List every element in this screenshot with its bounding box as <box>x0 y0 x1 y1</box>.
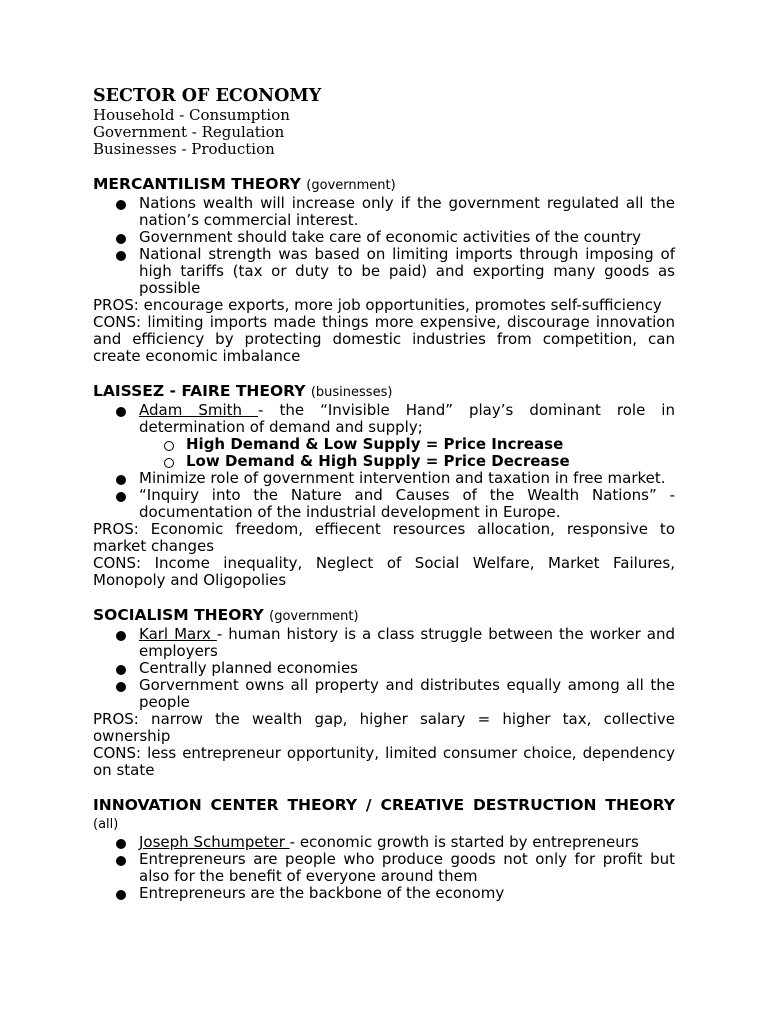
bullet-icon <box>116 492 126 502</box>
bullet-text: “Inquiry into the Nature and Causes of the Wealth Nations” - documentation of the industrial development in Europe. <box>139 486 675 521</box>
heading-text: LAISSEZ - FAIRE THEORY <box>93 382 306 400</box>
bullet-icon <box>116 890 126 900</box>
bullet-icon <box>116 251 126 261</box>
circle-bullet-icon <box>164 441 174 451</box>
bullet-icon <box>116 200 126 210</box>
bullet-icon <box>116 234 126 244</box>
section-mercantilism <box>93 175 675 365</box>
section-heading <box>93 175 675 195</box>
bullet-text: Entrepreneurs are the backbone of the economy <box>139 884 505 902</box>
pros-text: PROS: encourage exports, more job opportunities, promotes self-sufficiency <box>93 296 662 314</box>
sector-line: Household - Consumption <box>93 106 290 124</box>
list-item <box>93 470 675 487</box>
sector-line: Businesses - Production <box>93 140 275 158</box>
bullet-list <box>93 834 675 902</box>
cons-text: CONS: less entrepreneur opportunity, limited consumer choice, dependency on state <box>93 744 675 779</box>
heading-note: (all) <box>93 817 119 832</box>
bullet-text: - human history is a class struggle between the worker and employers <box>139 625 675 660</box>
list-item <box>93 834 675 851</box>
bullet-icon <box>116 665 126 675</box>
section-socialism <box>93 606 675 779</box>
bullet-text: Entrepreneurs are people who produce goods not only for profit but also for the benefit of everyone around them <box>139 850 675 885</box>
list-item <box>93 851 675 885</box>
list-item <box>93 195 675 229</box>
list-item <box>93 885 675 902</box>
document-body <box>93 86 675 902</box>
bullet-text: Centrally planned economies <box>139 659 359 677</box>
list-item <box>93 402 675 470</box>
sub-list-item <box>93 453 675 470</box>
heading-text: SOCIALISM THEORY <box>93 606 264 624</box>
bullet-text: Minimize role of government intervention and taxation in free market. <box>139 469 666 487</box>
list-item <box>93 246 675 297</box>
bullet-icon <box>116 682 126 692</box>
bullet-icon <box>116 475 126 485</box>
pros-text: PROS: Economic freedom, effiecent resources allocation, responsive to market changes <box>93 520 675 555</box>
sub-list-item <box>93 436 675 453</box>
bullet-icon <box>116 407 126 417</box>
list-item <box>93 677 675 711</box>
heading-text: INNOVATION CENTER THEORY / CREATIVE DESTRUCTION THEORY <box>93 796 675 814</box>
bullet-text: Gorvernment owns all property and distributes equally among all the people <box>139 676 675 711</box>
list-item <box>93 487 675 521</box>
heading-text: MERCANTILISM THEORY <box>93 175 301 193</box>
sector-line: Government - Regulation <box>93 123 285 141</box>
list-item <box>93 229 675 246</box>
bullet-icon <box>116 839 126 849</box>
section-heading <box>93 606 675 626</box>
pros-text: PROS: narrow the wealth gap, higher salary = higher tax, collective ownership <box>93 710 675 745</box>
section-heading <box>93 796 675 834</box>
list-item <box>93 626 675 660</box>
bullet-text: - the “Invisible Hand” play’s dominant role in determination of demand and supply; <box>139 401 675 436</box>
list-item <box>93 660 675 677</box>
person-name: Adam Smith <box>139 401 259 419</box>
heading-note: (government) <box>306 178 396 193</box>
bullet-text: Government should take care of economic activities of the country <box>139 228 641 246</box>
bullet-text: - economic growth is started by entrepreneurs <box>289 833 639 851</box>
bullet-list <box>93 402 675 521</box>
person-name: Joseph Schumpeter <box>139 833 290 851</box>
bullet-icon <box>116 631 126 641</box>
section-laissez-faire <box>93 382 675 589</box>
bullet-list <box>93 195 675 297</box>
sub-item-text: Low Demand & High Supply = Price Decrease <box>186 452 570 470</box>
sub-list <box>93 436 675 470</box>
bullet-text: Nations wealth will increase only if the government regulated all the nation’s commercial interest. <box>139 194 675 229</box>
bullet-text: National strength was based on limiting imports through imposing of high tariffs (tax or duty to be paid) and exporting many goods as possible <box>139 245 675 297</box>
section-heading <box>93 382 675 402</box>
page-title: SECTOR OF ECONOMY <box>93 86 322 106</box>
circle-bullet-icon <box>164 458 174 468</box>
heading-note: (government) <box>269 609 359 624</box>
person-name: Karl Marx <box>139 625 217 643</box>
cons-text: CONS: limiting imports made things more expensive, discourage innovation and efficiency by protecting domestic industries from competition, can create economic imbalance <box>93 313 675 365</box>
section-innovation <box>93 796 675 902</box>
sub-item-text: High Demand & Low Supply = Price Increase <box>186 435 564 453</box>
bullet-list <box>93 626 675 711</box>
heading-note: (businesses) <box>310 385 393 400</box>
cons-text: CONS: Income inequality, Neglect of Social Welfare, Market Failures, Monopoly and Oligopolies <box>93 554 675 589</box>
bullet-icon <box>116 856 126 866</box>
